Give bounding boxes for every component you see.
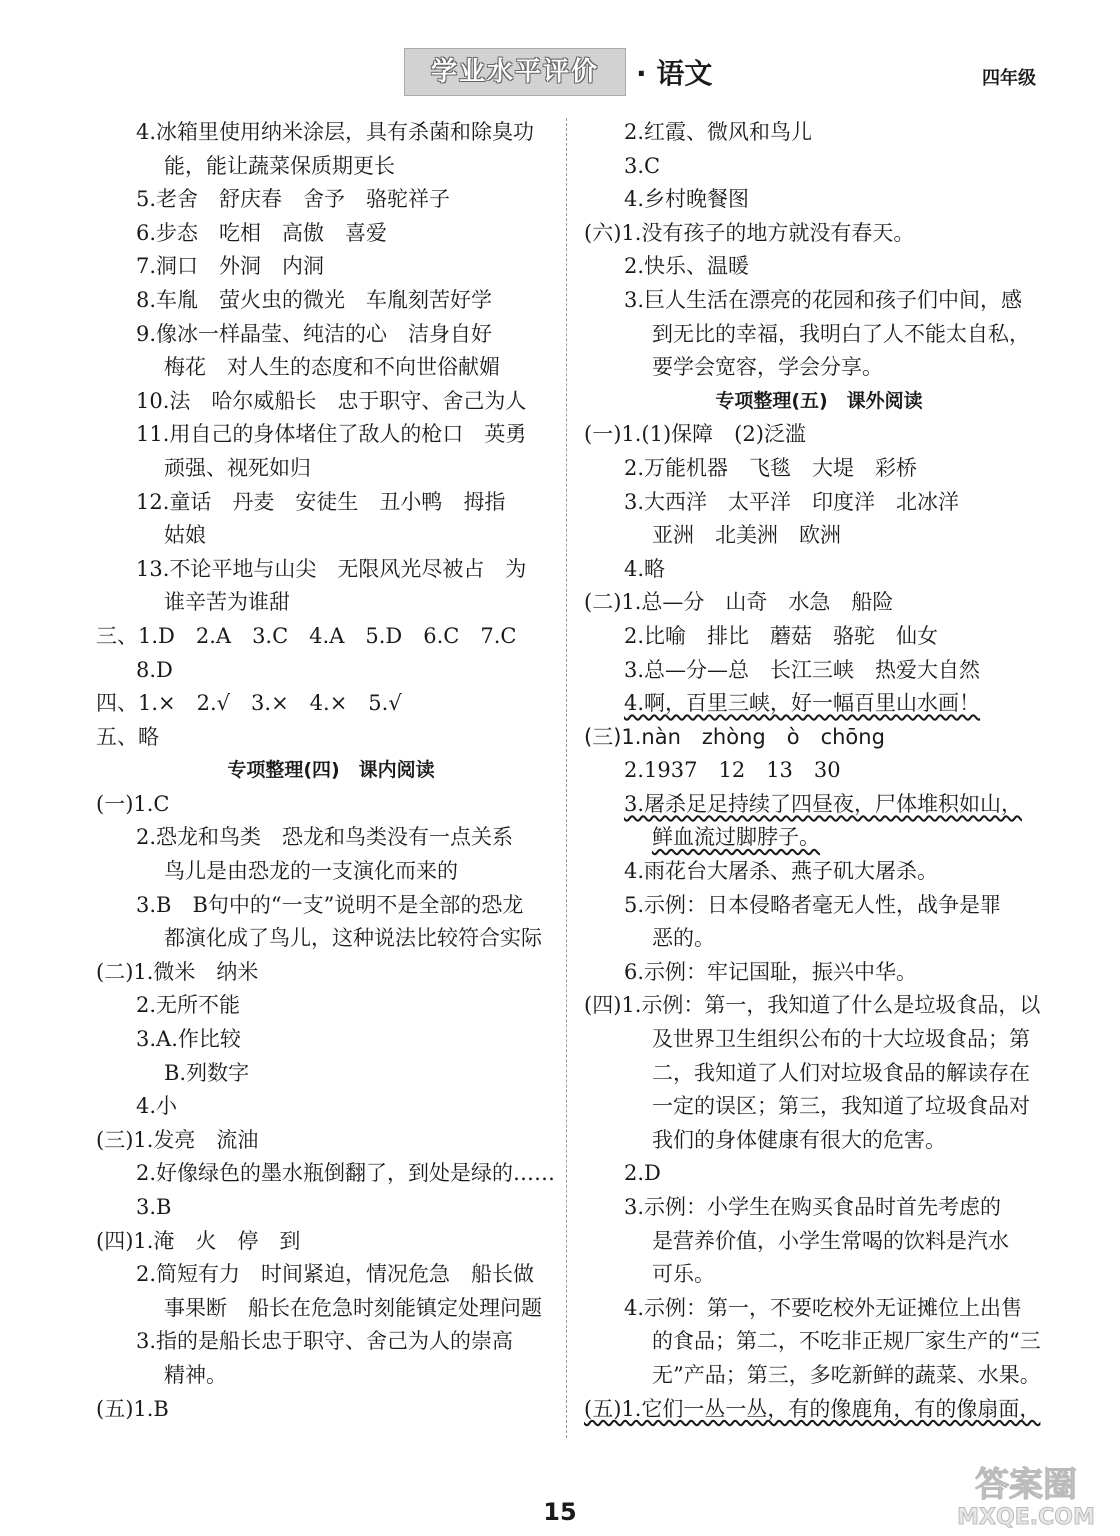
answer-text: 姑娘 bbox=[164, 523, 206, 548]
answer-text: (五)1.B bbox=[96, 1396, 169, 1421]
answer-line bbox=[96, 486, 566, 520]
answer-text: (二)1.微米 纳米 bbox=[96, 959, 259, 984]
answer-text: 二，我知道了人们对垃圾食品的解读存在 bbox=[652, 1060, 1030, 1085]
answer-text: 3.屠杀足足持续了四昼夜，尸体堆积如山， bbox=[624, 791, 1023, 816]
answer-text: 四、1.× 2.√ 3.× 4.× 5.√ bbox=[96, 691, 402, 716]
answer-text: 3.指的是船长忠于职守、舍己为人的崇高 bbox=[136, 1329, 514, 1354]
answer-text: 五、略 bbox=[96, 724, 159, 749]
answer-text: 鲜血流过脚脖子。 bbox=[652, 825, 820, 850]
answer-line bbox=[584, 150, 1054, 184]
answer-line bbox=[96, 1157, 566, 1191]
section-heading bbox=[96, 754, 566, 788]
watermark-url: MXQE.COM bbox=[957, 1505, 1095, 1530]
answer-line bbox=[96, 1023, 566, 1057]
answer-text: 4.啊，百里三峡，好一幅百里山水画！ bbox=[624, 691, 981, 716]
answer-text: 一定的误区；第三，我知道了垃圾食品对 bbox=[652, 1094, 1030, 1119]
watermark-text: 答案圈 bbox=[975, 1465, 1077, 1505]
answer-line bbox=[584, 1090, 1054, 1124]
answer-line bbox=[584, 250, 1054, 284]
answer-text: 都演化成了鸟儿，这种说法比较符合实际 bbox=[164, 926, 542, 951]
answer-text: 2.D bbox=[624, 1161, 661, 1186]
answer-text: 2.简短有力 时间紧迫，情况危急 船长做 bbox=[136, 1262, 535, 1287]
answer-line bbox=[96, 586, 566, 620]
answer-line bbox=[96, 1225, 566, 1259]
answer-line bbox=[96, 1057, 566, 1091]
answer-text: B.列数字 bbox=[164, 1060, 250, 1085]
answer-line bbox=[96, 654, 566, 688]
answer-line bbox=[584, 1023, 1054, 1057]
answer-text: 6.步态 吃相 高傲 喜爱 bbox=[136, 220, 388, 245]
answer-line bbox=[96, 1124, 566, 1158]
answer-line bbox=[584, 687, 1054, 721]
answer-text: 6.示例：牢记国耻，振兴中华。 bbox=[624, 959, 918, 984]
answer-text: 专项整理(五) 课外阅读 bbox=[715, 389, 923, 412]
answer-line bbox=[96, 989, 566, 1023]
answer-text: (二)1.总—分 山奇 水急 船险 bbox=[584, 590, 894, 615]
answer-text: 4.雨花台大屠杀、燕子矶大屠杀。 bbox=[624, 859, 939, 884]
answer-line bbox=[96, 351, 566, 385]
left-column bbox=[96, 116, 566, 1426]
page-number: 15 bbox=[543, 1498, 577, 1526]
answer-line bbox=[96, 284, 566, 318]
answer-line bbox=[584, 351, 1054, 385]
answer-line bbox=[96, 1191, 566, 1225]
answer-text: 3.A.作比较 bbox=[136, 1027, 241, 1052]
answer-text: 精神。 bbox=[164, 1362, 227, 1387]
answer-text: 到无比的幸福，我明白了人不能太自私， bbox=[652, 321, 1030, 346]
answer-text: 2.万能机器 飞毯 大堤 彩桥 bbox=[624, 455, 918, 480]
answer-text: (四)1.淹 火 停 到 bbox=[96, 1228, 301, 1253]
answer-line bbox=[96, 1359, 566, 1393]
answer-text: 9.像冰一样晶莹、纯洁的心 洁身自好 bbox=[136, 321, 493, 346]
watermark-logo bbox=[944, 1460, 1108, 1530]
answer-line bbox=[96, 956, 566, 990]
page-header bbox=[0, 48, 1120, 100]
answer-line bbox=[96, 1393, 566, 1427]
answer-line bbox=[584, 855, 1054, 889]
answer-text: 11.用自己的身体堵住了敌人的枪口 英勇 bbox=[136, 422, 527, 447]
answer-line bbox=[584, 1393, 1054, 1427]
answer-line bbox=[584, 1057, 1054, 1091]
answer-text: 3.总—分—总 长江三峡 热爱大自然 bbox=[624, 657, 981, 682]
answer-line bbox=[584, 1225, 1054, 1259]
answer-text: 无”产品；第三，多吃新鲜的蔬菜、水果。 bbox=[652, 1362, 1041, 1387]
answer-text: (四)1.示例：第一，我知道了什么是垃圾食品，以 bbox=[584, 993, 1041, 1018]
answer-line bbox=[584, 1292, 1054, 1326]
answer-text: 2.无所不能 bbox=[136, 993, 241, 1018]
answer-text: 可乐。 bbox=[652, 1262, 715, 1287]
answer-text: (五)1.它们一丛一丛，有的像鹿角，有的像扇面， bbox=[584, 1396, 1041, 1421]
answer-text: 及世界卫生组织公布的十大垃圾食品；第 bbox=[652, 1027, 1030, 1052]
answer-text: 8.车胤 萤火虫的微光 车胤刻苦好学 bbox=[136, 287, 493, 312]
answer-line bbox=[584, 183, 1054, 217]
answer-line bbox=[584, 452, 1054, 486]
series-title: 学业水平评价 bbox=[404, 48, 626, 96]
answer-text: (三)1.发亮 流油 bbox=[96, 1127, 259, 1152]
answer-text: 3.B bbox=[136, 1195, 172, 1219]
answer-text: 7.洞口 外洞 内洞 bbox=[136, 254, 325, 279]
answer-line bbox=[584, 989, 1054, 1023]
answer-text: 4.小 bbox=[136, 1094, 178, 1119]
answer-line bbox=[96, 519, 566, 553]
answer-text: (一)1.(1)保障 (2)泛滥 bbox=[584, 422, 806, 447]
answer-line bbox=[96, 217, 566, 251]
answer-text: 2.1937 12 13 30 bbox=[624, 758, 841, 783]
answer-line bbox=[584, 486, 1054, 520]
answer-text: 2.红霞、微风和鸟儿 bbox=[624, 120, 813, 144]
answer-line bbox=[96, 855, 566, 889]
answer-line bbox=[584, 318, 1054, 352]
answer-text: 8.D bbox=[136, 657, 173, 682]
answer-text: 顽强、视死如归 bbox=[164, 455, 311, 480]
answer-text: 3.C bbox=[624, 153, 661, 178]
answer-text: 2.快乐、温暖 bbox=[624, 254, 750, 279]
answer-line bbox=[96, 721, 566, 755]
answer-line bbox=[96, 385, 566, 419]
answer-line bbox=[584, 553, 1054, 587]
answer-line bbox=[584, 620, 1054, 654]
answer-line bbox=[584, 721, 1054, 755]
answer-text: 10.法 哈尔威船长 忠于职守、舍己为人 bbox=[136, 388, 527, 413]
answer-text: (三)1.nàn zhòng ò chōng bbox=[584, 724, 885, 749]
answer-text: 是营养价值，小学生常喝的饮料是汽水 bbox=[652, 1228, 1009, 1253]
answer-line bbox=[96, 1325, 566, 1359]
answer-line bbox=[96, 150, 566, 184]
column-divider bbox=[566, 118, 567, 1438]
answer-line bbox=[584, 821, 1054, 855]
answer-line bbox=[96, 183, 566, 217]
answer-line bbox=[584, 586, 1054, 620]
answer-line bbox=[96, 620, 566, 654]
answer-line bbox=[584, 284, 1054, 318]
answer-text: 要学会宽容，学会分享。 bbox=[652, 355, 883, 380]
answer-text: 4.略 bbox=[624, 556, 666, 581]
answer-line bbox=[96, 1258, 566, 1292]
section-heading bbox=[584, 385, 1054, 419]
answer-text: 三、1.D 2.A 3.C 4.A 5.D 6.C 7.C bbox=[96, 623, 517, 648]
answer-text: 4.冰箱里使用纳米涂层，具有杀菌和除臭功 bbox=[136, 120, 535, 144]
answer-text: 能，能让蔬菜保质期更长 bbox=[164, 153, 395, 178]
answer-text: 2.恐龙和鸟类 恐龙和鸟类没有一点关系 bbox=[136, 825, 514, 850]
answer-text: 13.不论平地与山尖 无限风光尽被占 为 bbox=[136, 556, 527, 581]
answer-text: 2.好像绿色的墨水瓶倒翻了，到处是绿的…… bbox=[136, 1161, 556, 1186]
answer-text: 3.巨人生活在漂亮的花园和孩子们中间，感 bbox=[624, 287, 1023, 312]
answer-text: 的食品；第二，不吃非正规厂家生产的“三 bbox=[652, 1329, 1041, 1354]
answer-text: 我们的身体健康有很大的危害。 bbox=[652, 1127, 946, 1152]
answer-text: 事果断 船长在危急时刻能镇定处理问题 bbox=[164, 1295, 542, 1320]
answer-text: 12.童话 丹麦 安徒生 丑小鸭 拇指 bbox=[136, 489, 506, 514]
answer-line bbox=[96, 1090, 566, 1124]
subject-label: · 语文 bbox=[636, 57, 713, 90]
answer-line bbox=[584, 922, 1054, 956]
grade-label: 四年级 bbox=[982, 68, 1036, 89]
answer-text: 梅花 对人生的态度和不向世俗献媚 bbox=[164, 355, 500, 380]
answer-text: (六)1.没有孩子的地方就没有春天。 bbox=[584, 220, 915, 245]
answer-line bbox=[584, 519, 1054, 553]
answer-text: 4.乡村晚餐图 bbox=[624, 187, 750, 212]
answer-line bbox=[96, 788, 566, 822]
answer-line bbox=[96, 821, 566, 855]
answer-text: 5.示例：日本侵略者毫无人性，战争是罪 bbox=[624, 892, 1002, 917]
answer-line bbox=[584, 754, 1054, 788]
answer-line bbox=[96, 1292, 566, 1326]
answer-text: 3.示例：小学生在购买食品时首先考虑的 bbox=[624, 1195, 1002, 1219]
answer-text: (一)1.C bbox=[96, 791, 170, 816]
answer-text: 2.比喻 排比 蘑菇 骆驼 仙女 bbox=[624, 623, 939, 648]
answer-line bbox=[584, 1157, 1054, 1191]
answer-line bbox=[96, 889, 566, 923]
answer-line bbox=[584, 654, 1054, 688]
answer-line bbox=[96, 553, 566, 587]
answer-line bbox=[584, 1258, 1054, 1292]
answer-line bbox=[96, 318, 566, 352]
answer-line bbox=[584, 1191, 1054, 1225]
right-column bbox=[584, 116, 1054, 1426]
answer-line bbox=[584, 1325, 1054, 1359]
answer-line bbox=[584, 217, 1054, 251]
answer-text: 3.大西洋 太平洋 印度洋 北冰洋 bbox=[624, 489, 960, 514]
answer-line bbox=[584, 956, 1054, 990]
answer-text: 鸟儿是由恐龙的一支演化而来的 bbox=[164, 859, 458, 884]
answer-text: 3.B B句中的“一支”说明不是全部的恐龙 bbox=[136, 892, 524, 917]
answer-line bbox=[96, 687, 566, 721]
answer-text: 亚洲 北美洲 欧洲 bbox=[652, 523, 841, 548]
answer-line bbox=[584, 889, 1054, 923]
answer-line bbox=[96, 452, 566, 486]
answer-line bbox=[96, 250, 566, 284]
answer-line bbox=[96, 922, 566, 956]
answer-line bbox=[96, 418, 566, 452]
answer-text: 专项整理(四) 课内阅读 bbox=[227, 759, 435, 782]
answer-line bbox=[584, 418, 1054, 452]
answer-line bbox=[584, 116, 1054, 150]
answer-line bbox=[584, 1359, 1054, 1393]
answer-text: 谁辛苦为谁甜 bbox=[164, 590, 290, 615]
answer-text: 4.示例：第一，不要吃校外无证摊位上出售 bbox=[624, 1295, 1023, 1320]
answer-line bbox=[96, 116, 566, 150]
answer-text: 5.老舍 舒庆春 舍予 骆驼祥子 bbox=[136, 187, 451, 212]
answer-line bbox=[584, 1124, 1054, 1158]
answer-text: 恶的。 bbox=[652, 926, 715, 951]
answer-line bbox=[584, 788, 1054, 822]
